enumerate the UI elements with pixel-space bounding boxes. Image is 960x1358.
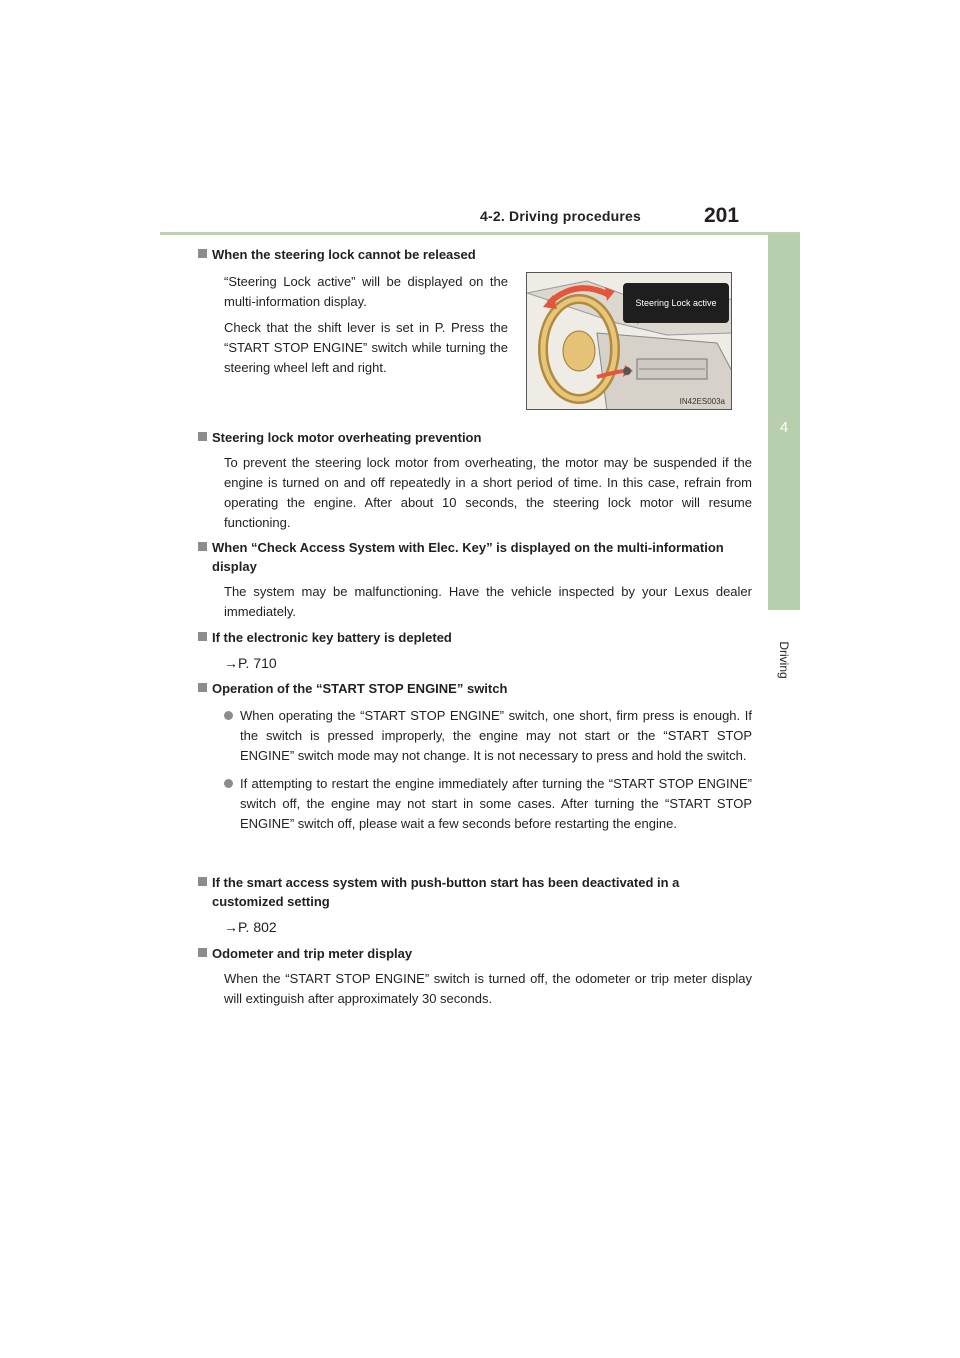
chapter-tab-label-wrap — [774, 630, 794, 690]
illustration-code: IN42ES003a — [679, 397, 725, 406]
header-section-title: 4-2. Driving procedures — [480, 208, 641, 224]
page-number: 201 — [704, 204, 740, 227]
section-start-stop-operation — [212, 679, 752, 834]
round-bullet-icon — [224, 711, 233, 720]
bullet-item: When operating the “START STOP ENGINE” switch, one short, firm press is enough. If the switch is pressed improperly, the engine may not start or the “START STOP ENGINE” switch mode may not change. It is not necessary to press and hold the switch. — [224, 706, 752, 766]
bullet-item: If attempting to restart the engine immediately after turning the “START STOP ENGINE” switch off, the engine may not start in some cases. After turning the “START STOP ENGINE” switch off, please wait a few seconds before restarting the engine. — [224, 774, 752, 834]
square-bullet-icon — [198, 948, 207, 957]
square-bullet-icon — [198, 877, 207, 886]
section-heading: When “Check Access System with Elec. Key” is displayed on the multi-information display — [198, 538, 752, 576]
section-check-access-system — [212, 538, 752, 622]
header-rule — [160, 232, 800, 235]
section-heading: Operation of the “START STOP ENGINE” switch — [198, 679, 752, 698]
section-steering-lock-overheating — [212, 428, 752, 533]
square-bullet-icon — [198, 249, 207, 258]
square-bullet-icon — [198, 632, 207, 641]
section-heading: If the smart access system with push-button start has been deactivated in a customized setting — [198, 873, 752, 911]
paragraph: “Steering Lock active” will be displayed on the multi-information display. — [224, 274, 508, 309]
chapter-tab-label: Driving — [777, 641, 791, 679]
page-reference-link[interactable]: →P. 802 — [224, 919, 277, 935]
section-key-battery-depleted — [212, 628, 752, 671]
section-odometer-display — [212, 944, 752, 1009]
multi-information-display-message: Steering Lock active — [623, 283, 729, 323]
square-bullet-icon — [198, 542, 207, 551]
section-steering-lock-release — [212, 245, 508, 378]
steering-wheel-illustration — [526, 272, 732, 410]
section-heading: Odometer and trip meter display — [198, 944, 752, 963]
paragraph: Check that the shift lever is set in P. Press the “START STOP ENGINE” switch while turning the steering wheel left and right. — [224, 320, 508, 375]
chapter-tab-number: 4 — [779, 419, 789, 436]
square-bullet-icon — [198, 432, 207, 441]
section-heading: When the steering lock cannot be released — [198, 245, 508, 264]
page-reference-link[interactable]: →P. 710 — [224, 655, 277, 671]
round-bullet-icon — [224, 779, 233, 788]
paragraph: The system may be malfunctioning. Have the vehicle inspected by your Lexus dealer immediately. — [224, 584, 752, 619]
paragraph: To prevent the steering lock motor from overheating, the motor may be suspended if the engine is turned on and off repeatedly in a short period of time. In this case, refrain from operating the engine. After about 10 seconds, the steering lock motor will resume functioning. — [224, 455, 752, 530]
section-heading: Steering lock motor overheating prevention — [198, 428, 752, 447]
square-bullet-icon — [198, 683, 207, 692]
paragraph: When the “START STOP ENGINE” switch is turned off, the odometer or trip meter display will extinguish after approximately 30 seconds. — [224, 971, 752, 1006]
section-heading: If the electronic key battery is depleted — [198, 628, 752, 647]
chapter-tab — [768, 234, 800, 610]
section-smart-access-deactivated — [212, 873, 752, 935]
